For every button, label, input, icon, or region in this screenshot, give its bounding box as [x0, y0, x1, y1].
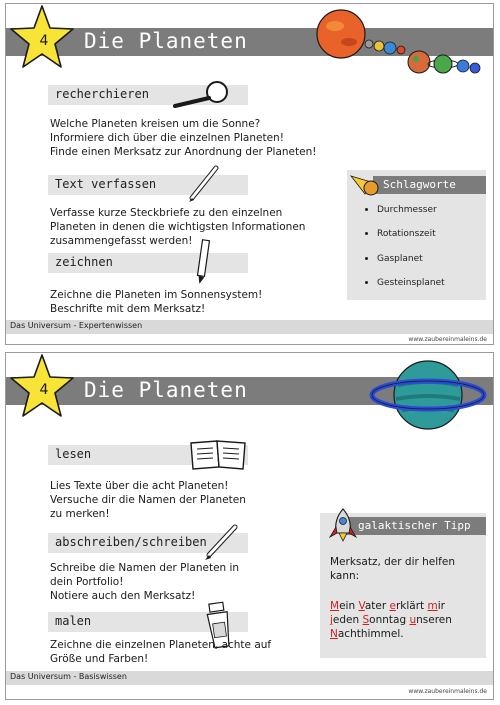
pencil-icon [194, 238, 214, 286]
comet-icon [349, 172, 383, 198]
keyword-item: Gesteinsplanet [365, 278, 445, 288]
card-title: Die Planeten [84, 378, 248, 402]
text-line: kann: [330, 570, 360, 582]
section-text-zeichnen [50, 288, 262, 316]
saturn-icon [370, 355, 490, 435]
text-line: Zeichne die einzelnen Planeten, achte auf [50, 639, 272, 651]
rocket-icon [328, 507, 358, 543]
text-line: Notiere auch den Merksatz! [50, 590, 196, 602]
text-line: Versuche dir die Namen der Planeten [50, 494, 246, 506]
planets-row-icon [311, 6, 494, 76]
task-card-expert [5, 3, 494, 345]
text-line: Finde einen Merksatz zur Anordnung der Planeten! [50, 146, 317, 158]
tip-header [344, 517, 486, 535]
text-line: Zeichne die Planeten im Sonnensystem! [50, 289, 263, 301]
footer-bar [6, 671, 493, 685]
text-line: Welche Planeten kreisen um die Sonne? [50, 118, 261, 130]
card-title: Die Planeten [84, 29, 248, 53]
keyword-item: Durchmesser [365, 205, 437, 215]
section-label: zeichnen [55, 255, 113, 269]
text-line: Verfasse kurze Steckbriefe zu den einzelnen [50, 207, 283, 219]
text-line: Beschrifte mit dem Merksatz! [50, 303, 206, 315]
text-line: Merksatz, der dir helfen [330, 556, 455, 568]
footer-bar [6, 320, 493, 334]
footer-text: Das Universum - Expertenwissen [10, 321, 143, 330]
section-text-abschreiben [50, 561, 239, 603]
footer-text: Das Universum - Basiswissen [10, 672, 127, 681]
text-line: Schreibe die Namen der Planeten in [50, 562, 240, 574]
mnemonic [330, 599, 452, 641]
website-url: www.zaubereinmaleins.de [408, 336, 487, 343]
section-label: abschreiben/schreiben [55, 535, 207, 549]
keyword-item: Rotationszeit [365, 229, 436, 239]
section-text-malen [50, 638, 271, 666]
star-badge [9, 4, 75, 70]
section-text-lesen [50, 479, 246, 521]
star-badge [9, 353, 75, 419]
website-url: www.zaubereinmaleins.de [408, 688, 487, 695]
keywords-header [373, 176, 486, 194]
text-line: Informiere dich über die einzelnen Planeten! [50, 132, 284, 144]
text-line: Größe und Farben! [50, 653, 149, 665]
section-label: lesen [55, 447, 92, 461]
text-line: dein Portfolio! [50, 576, 124, 588]
section-header-zeichnen [48, 253, 248, 273]
text-line: Planeten in denen die wichtigsten Informationen [50, 221, 306, 233]
pen-icon [184, 164, 224, 204]
text-line: zusammengefasst werden! [50, 235, 193, 247]
pen-icon [201, 523, 241, 563]
section-label: recherchieren [55, 87, 149, 101]
mnemonic-line: jeden Sonntag unseren [330, 614, 452, 626]
section-text-recherchieren [50, 117, 316, 159]
keywords-box [347, 170, 486, 300]
level-number: 4 [39, 33, 49, 49]
level-number: 4 [39, 382, 49, 398]
text-line: Lies Texte über die acht Planeten! [50, 480, 229, 492]
text-line: zu merken! [50, 508, 110, 520]
tip-intro [330, 555, 455, 583]
task-card-basic [5, 352, 494, 700]
mnemonic-line: Nachthimmel. [330, 628, 404, 640]
tip-box [320, 513, 486, 658]
tip-title: galaktischer Tipp [358, 519, 471, 532]
mnemonic-line: Mein Vater erklärt mir [330, 600, 445, 612]
keyword-item: Gasplanet [365, 254, 423, 264]
section-text-text-verfassen [50, 206, 305, 248]
book-icon [189, 437, 249, 471]
keywords-title: Schlagworte [383, 178, 456, 191]
magnifier-icon [171, 80, 231, 110]
section-label: malen [55, 614, 92, 628]
section-label: Text verfassen [55, 177, 157, 191]
